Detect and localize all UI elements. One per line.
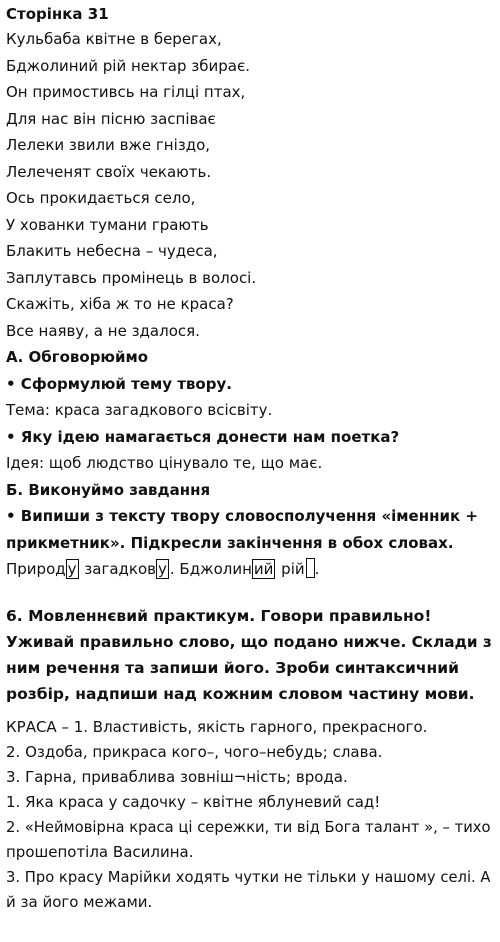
poem-line: Лелеченят своїх чекають. <box>6 162 212 181</box>
word-ending-box: у <box>67 560 77 578</box>
poem-line: Лелеки звили вже гніздо, <box>6 136 211 154</box>
poem-line: Для нас він пісню заспіває <box>6 109 216 128</box>
word-stem: . Бджолин <box>169 560 252 578</box>
question-theme: • Сформулюй тему твору. <box>6 374 232 393</box>
poem <box>6 26 494 344</box>
poem-line: У хованки тумани грають <box>6 215 209 234</box>
question-idea: • Яку ідею намагається донести нам поетка? <box>6 427 400 446</box>
example-sentence: 1. Яка краса у садочку – квітне яблуневий сад! <box>6 792 381 811</box>
section-a <box>6 344 494 477</box>
word-ending-box: у <box>157 560 167 578</box>
poem-line: Бджолиний рій нектар збирає. <box>6 56 250 75</box>
poem-line: Ось прокидається село, <box>6 189 196 207</box>
example-sentence: 3. Про красу Марійки ходять чутки не тільки у нашому селі. А <box>6 868 491 886</box>
answer-theme: Тема: краса загадкового всісвіту. <box>6 401 273 419</box>
section-b <box>6 477 494 583</box>
task6-heading: 6. Мовленнєвий практикум. Говори правильно! <box>6 606 432 625</box>
example-sentence: й за його межами. <box>6 892 153 911</box>
definition-line: КРАСА – 1. Властивість, якість гарного, прекрасного. <box>6 717 428 736</box>
poem-line: Кульбаба квітне в берегах, <box>6 30 222 48</box>
answer-idea: Ідея: щоб людство цінувало те, що має. <box>6 454 323 472</box>
task-answer <box>6 556 494 583</box>
document-page <box>6 2 494 915</box>
example-sentence: 2. «Неймовірна краса ці сережки, ти від Бога талант », – тихо <box>6 818 491 836</box>
word-stem: загадков <box>79 560 156 578</box>
poem-line: Скажіть, хіба ж то не краса? <box>6 295 234 313</box>
task-text: прикметник». Підкресли закінчення в обох словах. <box>6 533 454 552</box>
task6-text: Уживай правильно слово, що подано нижче. Склади з <box>6 632 492 651</box>
task-text: • Випиши з тексту твору словосполучення «іменник + <box>6 507 478 525</box>
poem-line: Заплутавсь промінець в волосі. <box>6 268 257 287</box>
task6-text: ним речення та запиши його. Зроби синтаксичний <box>6 658 459 677</box>
word-stem: Природ <box>6 560 66 578</box>
task6-text: розбір, надпиши над кожним словом частину мови. <box>6 684 475 703</box>
poem-line: Все наяву, а не здалося. <box>6 321 200 340</box>
poem-line: Он примостивсь на гілці птах, <box>6 83 246 101</box>
spacer <box>6 583 494 603</box>
page-title: Сторінка 31 <box>6 5 109 23</box>
spacer <box>6 707 494 715</box>
task-6 <box>6 603 494 707</box>
example-sentence: прошепотіла Василина. <box>6 842 194 861</box>
word-ending-box: ий <box>253 560 274 578</box>
poem-line: Блакить небесна – чудеса, <box>6 242 218 260</box>
definition-line: 3. Гарна, приваблива зовніш¬ність; врода. <box>6 767 348 786</box>
section-b-heading: Б. Виконуймо завдання <box>6 480 211 499</box>
definitions <box>6 715 494 915</box>
zero-ending-box <box>306 558 315 578</box>
sentence-end: . <box>314 560 320 578</box>
definition-line: 2. Оздоба, прикраса кого–, чого–небудь; слава. <box>6 742 383 761</box>
word-stem: рій <box>276 560 305 578</box>
section-a-heading: А. Обговорюймо <box>6 348 149 366</box>
